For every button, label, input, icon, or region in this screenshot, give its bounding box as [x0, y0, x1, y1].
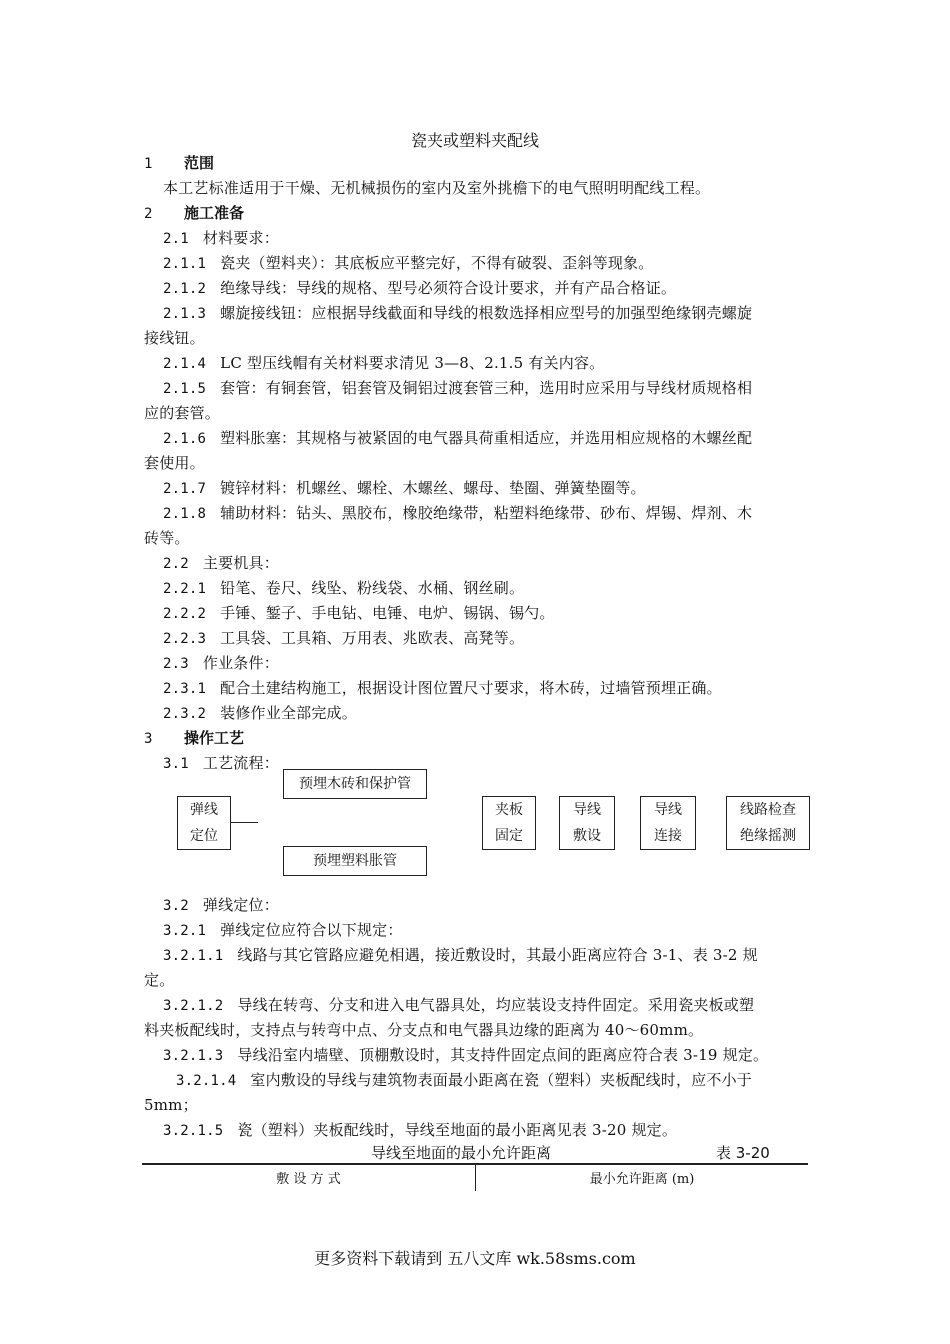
table-header-min-distance: 最小允许距离 (m): [589, 1172, 695, 1187]
clause-3-2-1-1: 3.2.1.1 线路与其它管路应避免相遇，接近敷设时，其最小距离应符合 3-1、表 3-2 规: [163, 946, 758, 964]
flow-box-clamp-fix: 夹板 固定: [482, 796, 536, 850]
clause-2-2-3: 2.2.3 工具袋、工具箱、万用表、兆欧表、高凳等。: [163, 629, 525, 647]
section-number: 1: [144, 156, 153, 172]
clause-2-1-6: 2.1.6 塑料胀塞：其规格与被紧固的电气器具荷重相适应，并选用相应规格的木螺丝配: [163, 429, 753, 447]
clause-2-2-1: 2.2.1 铅笔、卷尺、线坠、粉线袋、水桶、钢丝刷。: [163, 579, 525, 597]
clause-3-2-1-4: 3.2.1.4 室内敷设的导线与建筑物表面最小距离在瓷（塑料）夹板配线时，应不小于: [176, 1071, 753, 1089]
clause-2-1-7: 2.1.7 镀锌材料：机螺丝、螺栓、木螺丝、螺母、垫圈、弹簧垫圈等。: [163, 479, 646, 497]
section-3-heading: [144, 727, 244, 748]
table-title: 导线至地面的最小允许距离: [371, 1144, 552, 1162]
flow-box-layout: 弹线 定位: [177, 796, 231, 850]
table-label: 表 3-20: [716, 1144, 770, 1162]
section-number: 3: [144, 731, 153, 747]
flow-box-wire-connection: 导线 连接: [640, 796, 696, 850]
clause-2-1-8: 2.1.8 辅助材料：钻头、黑胶布，橡胶绝缘带，粘塑料绝缘带、砂布、焊锡、焊剂、木: [163, 504, 753, 522]
clause-2-1: 2.1 材料要求：: [163, 229, 279, 247]
clause-2-1-5: 2.1.5 套管：有铜套管，铝套管及铜铝过渡套管三种，选用时应采用与导线材质规格相: [163, 379, 753, 397]
section-1-heading: [144, 152, 214, 173]
flow-box-wire-laying: 导线 敷设: [559, 796, 615, 850]
flow-box-line-inspection: 线路检查 绝缘摇测: [726, 796, 810, 850]
clause-3-2-1-1-cont: 定。: [144, 971, 175, 989]
section-title: 施工准备: [184, 204, 245, 222]
clause-3-2-1-2-cont: 料夹板配线时，支持点与转弯中点、分支点和电气器具边缘的距离为 40～60mm。: [144, 1021, 704, 1039]
clause-2-2: 2.2 主要机具：: [163, 554, 279, 572]
section-title: 范围: [184, 154, 215, 172]
clause-2-1-5-cont: 应的套管。: [144, 404, 221, 422]
table-header-method: 敷 设 方 式: [276, 1172, 341, 1187]
clause-2-1-6-cont: 套使用。: [144, 454, 205, 472]
clause-2-2-2: 2.2.2 手锤、錾子、手电钻、电锤、电炉、锡锅、锡勺。: [163, 604, 555, 622]
clause-3-2-1: 3.2.1 弹线定位应符合以下规定：: [163, 921, 403, 939]
clause-2-1-1: 2.1.1 瓷夹（塑料夹）：其底板应平整完好，不得有破裂、歪斜等现象。: [163, 254, 654, 272]
document-title: 瓷夹或塑料夹配线: [410, 131, 539, 150]
section-1-text: 本工艺标准适用于干燥、无机械损伤的室内及室外挑檐下的电气照明明配线工程。: [163, 179, 711, 197]
clause-2-1-8-cont: 砖等。: [144, 529, 190, 547]
clause-2-3-1: 2.3.1 配合土建结构施工，根据设计图位置尺寸要求，将木砖，过墙管预埋正确。: [163, 679, 722, 697]
clause-2-3-2: 2.3.2 装修作业全部完成。: [163, 704, 357, 722]
clause-3-2-1-5: 3.2.1.5 瓷（塑料）夹板配线时，导线至地面的最小距离见表 3-20 规定。: [163, 1121, 678, 1139]
clause-2-1-4: 2.1.4 LC 型压线帽有关材料要求清见 3—8、2.1.5 有关内容。: [163, 354, 605, 372]
clause-2-1-3: 2.1.3 螺旋接线钮：应根据导线截面和导线的根数选择相应型号的加强型绝缘钢壳螺旋: [163, 304, 753, 322]
clause-3-2-1-4-cont: 5mm；: [144, 1096, 198, 1114]
section-title: 操作工艺: [184, 729, 245, 747]
footer-text: 更多资料下载请到 五八文库 wk.58sms.com: [314, 1249, 636, 1268]
flow-box-embed-plastic-anchor: 预埋塑料胀管: [283, 846, 427, 876]
clause-3-2: 3.2 弹线定位：: [163, 896, 279, 914]
section-2-heading: [144, 202, 244, 223]
clause-2-1-3-cont: 接线钮。: [144, 329, 205, 347]
flow-box-embed-wood-brick: 预埋木砖和保护管: [283, 769, 427, 799]
clause-2-1-2: 2.1.2 绝缘导线：导线的规格、型号必须符合设计要求，并有产品合格证。: [163, 279, 677, 297]
clause-3-2-1-2: 3.2.1.2 导线在转弯、分支和进入电气器具处，均应装设支持件固定。采用瓷夹板或塑: [163, 996, 755, 1014]
flow-connector: [230, 822, 258, 823]
clause-2-3: 2.3 作业条件：: [163, 654, 279, 672]
section-number: 2: [144, 206, 153, 222]
clause-3-2-1-3: 3.2.1.3 导线沿室内墙壁、顶棚敷设时，其支持件固定点间的距离应符合表 3-19 规定。: [163, 1046, 769, 1064]
clause-3-1: 3.1 工艺流程：: [163, 754, 279, 772]
